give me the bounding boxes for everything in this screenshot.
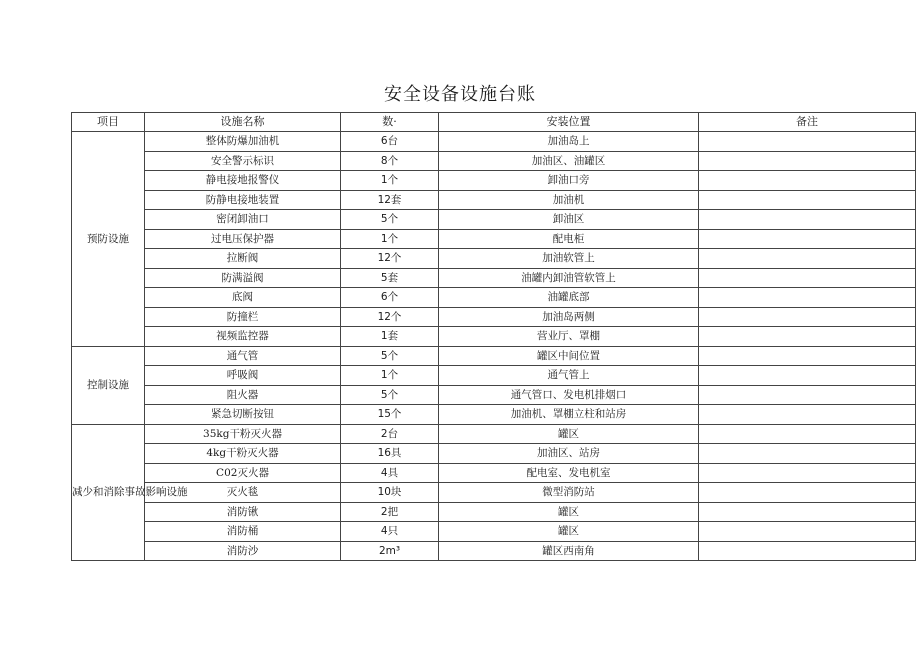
remarks-cell [699,483,916,503]
remarks-cell [699,171,916,191]
table-header-row [72,113,916,132]
qty-cell: 6台 [341,132,439,152]
location-cell: 油罐底部 [439,288,699,308]
table-row [72,307,916,327]
remarks-cell [699,268,916,288]
remarks-cell [699,444,916,464]
table-row [72,385,916,405]
remarks-cell [699,424,916,444]
name-cell: 灭火毯 [145,483,341,503]
location-cell: 加油机、罩棚立柱和站房 [439,405,699,425]
table-row [72,151,916,171]
qty-cell: 1套 [341,327,439,347]
remarks-cell [699,405,916,425]
qty-cell: 15个 [341,405,439,425]
qty-cell: 5套 [341,268,439,288]
qty-cell: 6个 [341,288,439,308]
qty-cell: 2台 [341,424,439,444]
remarks-cell [699,385,916,405]
qty-cell: 1个 [341,229,439,249]
header-name: 设施名称 [145,113,341,132]
location-cell: 罐区西南角 [439,541,699,561]
table-row [72,502,916,522]
table-row [72,346,916,366]
table-row [72,424,916,444]
table-row [72,522,916,542]
name-cell: 拉断阀 [145,249,341,269]
location-cell: 加油岛上 [439,132,699,152]
location-cell: 卸油口旁 [439,171,699,191]
remarks-cell [699,249,916,269]
qty-cell: 5个 [341,385,439,405]
table-body [72,132,916,561]
header-qty: 数· [341,113,439,132]
remarks-cell [699,541,916,561]
remarks-cell [699,366,916,386]
table-row [72,268,916,288]
name-cell: 防静电接地装置 [145,190,341,210]
location-cell: 加油区、站房 [439,444,699,464]
name-cell: 安全警示标识 [145,151,341,171]
location-cell: 营业厅、罩棚 [439,327,699,347]
location-cell: 罐区中间位置 [439,346,699,366]
name-cell: C02灭火器 [145,463,341,483]
location-cell: 罐区 [439,502,699,522]
location-cell: 卸油区 [439,210,699,230]
location-cell: 罐区 [439,522,699,542]
location-cell: 罐区 [439,424,699,444]
name-cell: 防撞栏 [145,307,341,327]
table-row [72,229,916,249]
remarks-cell [699,522,916,542]
category-cell: 预防设施 [72,132,145,347]
qty-cell: 12个 [341,307,439,327]
remarks-cell [699,151,916,171]
table-row [72,171,916,191]
remarks-cell [699,346,916,366]
location-cell: 加油机 [439,190,699,210]
qty-cell: 4只 [341,522,439,542]
location-cell: 微型消防站 [439,483,699,503]
location-cell: 油罐内卸油管软管上 [439,268,699,288]
table-row [72,541,916,561]
equipment-ledger-table [71,112,916,561]
qty-cell: 8个 [341,151,439,171]
table-row [72,366,916,386]
remarks-cell [699,288,916,308]
qty-cell: 4具 [341,463,439,483]
header-location: 安装位置 [439,113,699,132]
name-cell: 密闭卸油口 [145,210,341,230]
table-row [72,463,916,483]
category-cell: 控制设施 [72,346,145,424]
qty-cell: 2m³ [341,541,439,561]
qty-cell: 5个 [341,346,439,366]
location-cell: 加油软管上 [439,249,699,269]
qty-cell: 16具 [341,444,439,464]
name-cell: 消防锹 [145,502,341,522]
location-cell: 加油区、油罐区 [439,151,699,171]
table-row [72,190,916,210]
category-cell: 减少和消除事故影响设施 [72,424,145,561]
name-cell: 通气管 [145,346,341,366]
name-cell: 视频监控器 [145,327,341,347]
name-cell: 底阀 [145,288,341,308]
name-cell: 紧急切断按钮 [145,405,341,425]
location-cell: 通气管上 [439,366,699,386]
table-row [72,132,916,152]
remarks-cell [699,190,916,210]
name-cell: 防满溢阀 [145,268,341,288]
qty-cell: 12个 [341,249,439,269]
name-cell: 过电压保护器 [145,229,341,249]
remarks-cell [699,307,916,327]
remarks-cell [699,132,916,152]
remarks-cell [699,327,916,347]
qty-cell: 1个 [341,171,439,191]
table-row [72,249,916,269]
location-cell: 配电室、发电机室 [439,463,699,483]
location-cell: 加油岛两侧 [439,307,699,327]
table-row [72,288,916,308]
qty-cell: 2把 [341,502,439,522]
remarks-cell [699,463,916,483]
table-row [72,444,916,464]
header-category: 项目 [72,113,145,132]
name-cell: 整体防爆加油机 [145,132,341,152]
qty-cell: 10块 [341,483,439,503]
name-cell: 4kg干粉灭火器 [145,444,341,464]
location-cell: 通气管口、发电机排烟口 [439,385,699,405]
qty-cell: 12套 [341,190,439,210]
page-title: 安全设备设施台账 [384,84,536,105]
table-row [72,483,916,503]
name-cell: 阻火器 [145,385,341,405]
qty-cell: 1个 [341,366,439,386]
table-row [72,405,916,425]
table-row [72,210,916,230]
remarks-cell [699,229,916,249]
header-remarks: 备注 [699,113,916,132]
name-cell: 呼吸阀 [145,366,341,386]
table-row [72,327,916,347]
location-cell: 配电柜 [439,229,699,249]
remarks-cell [699,502,916,522]
name-cell: 35kg干粉灭火器 [145,424,341,444]
name-cell: 消防桶 [145,522,341,542]
name-cell: 静电接地报警仪 [145,171,341,191]
remarks-cell [699,210,916,230]
qty-cell: 5个 [341,210,439,230]
name-cell: 消防沙 [145,541,341,561]
